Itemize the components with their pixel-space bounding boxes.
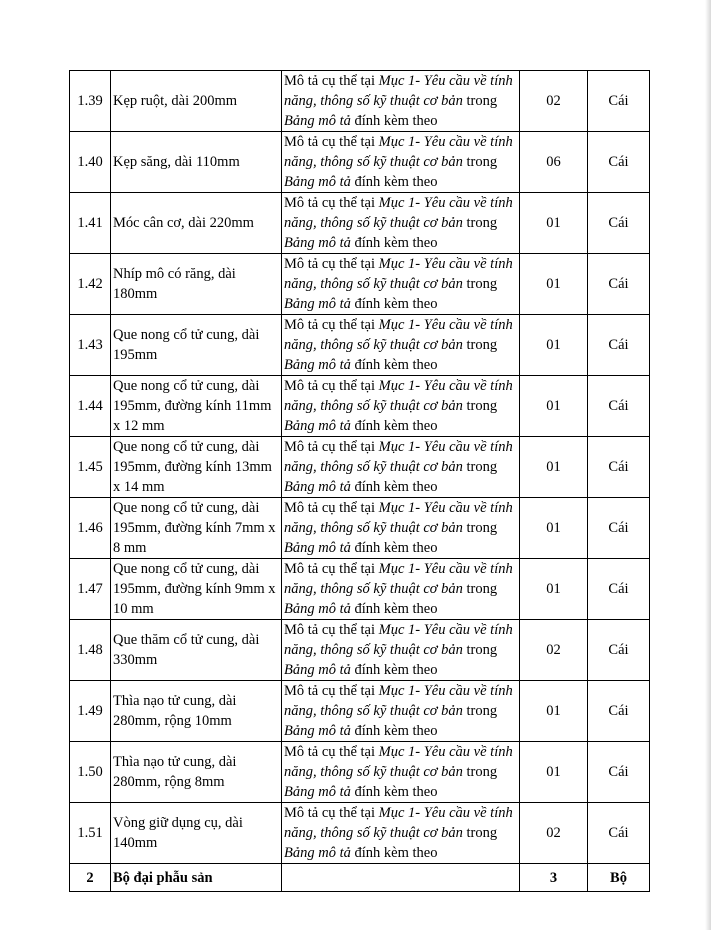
item-unit: Cái: [588, 559, 650, 620]
item-description: [282, 376, 520, 437]
item-name: Que nong cổ tử cung, dài 195mm, đường kính 11mm x 12 mm: [111, 376, 282, 437]
item-unit: Cái: [588, 803, 650, 864]
item-number: 1.46: [70, 498, 111, 559]
desc-part-1: Mô tả cụ thể tại: [284, 73, 379, 89]
item-name: Que nong cổ tử cung, dài 195mm, đường kính 7mm x 8 mm: [111, 498, 282, 559]
desc-part-4: Bảng mô tả: [284, 540, 351, 556]
desc-part-5: đính kèm theo: [350, 174, 438, 190]
item-number: 1.49: [70, 681, 111, 742]
item-number: 1.42: [70, 254, 111, 315]
desc-part-2: Mục 1- Yêu cầu về tính năng, thông số kỹ thuật cơ bản: [284, 378, 513, 414]
desc-part-5: đính kèm theo: [350, 540, 438, 556]
table-row: [70, 71, 650, 132]
desc-part-3: trong: [462, 581, 498, 597]
desc-part-1: Mô tả cụ thể tại: [284, 622, 379, 638]
item-description: [282, 742, 520, 803]
desc-part-5: đính kèm theo: [350, 662, 438, 678]
item-quantity: 01: [520, 681, 588, 742]
item-name: Kẹp ruột, dài 200mm: [111, 71, 282, 132]
desc-part-2: Mục 1- Yêu cầu về tính năng, thông số kỹ thuật cơ bản: [284, 73, 513, 109]
desc-part-5: đính kèm theo: [350, 235, 438, 251]
table-row: [70, 559, 650, 620]
item-description: [282, 315, 520, 376]
item-name: Vòng giữ dụng cụ, dài 140mm: [111, 803, 282, 864]
item-description: [282, 620, 520, 681]
item-unit: Cái: [588, 254, 650, 315]
desc-part-1: Mô tả cụ thể tại: [284, 134, 379, 150]
group-quantity: 3: [520, 864, 588, 892]
desc-part-2: Mục 1- Yêu cầu về tính năng, thông số kỹ thuật cơ bản: [284, 195, 513, 231]
table-body: [70, 71, 650, 892]
desc-part-4: Bảng mô tả: [284, 113, 351, 129]
item-description: [282, 559, 520, 620]
item-number: 1.45: [70, 437, 111, 498]
item-unit: Cái: [588, 71, 650, 132]
item-unit: Cái: [588, 742, 650, 803]
item-number: 1.43: [70, 315, 111, 376]
item-quantity: 01: [520, 742, 588, 803]
item-name: Que nong cổ tử cung, dài 195mm, đường kính 13mm x 14 mm: [111, 437, 282, 498]
desc-part-1: Mô tả cụ thể tại: [284, 256, 379, 272]
desc-part-1: Mô tả cụ thể tại: [284, 378, 379, 394]
table-row: [70, 742, 650, 803]
desc-part-5: đính kèm theo: [350, 296, 438, 312]
page-edge-shadow: [705, 0, 711, 930]
item-description: [282, 132, 520, 193]
item-description: [282, 498, 520, 559]
item-quantity: 02: [520, 71, 588, 132]
desc-part-1: Mô tả cụ thể tại: [284, 439, 379, 455]
desc-part-3: trong: [462, 337, 498, 353]
item-number: 1.40: [70, 132, 111, 193]
table-row: [70, 254, 650, 315]
desc-part-1: Mô tả cụ thể tại: [284, 317, 379, 333]
desc-part-2: Mục 1- Yêu cầu về tính năng, thông số kỹ thuật cơ bản: [284, 805, 513, 841]
item-quantity: 01: [520, 437, 588, 498]
table-row: [70, 498, 650, 559]
item-quantity: 01: [520, 193, 588, 254]
desc-part-2: Mục 1- Yêu cầu về tính năng, thông số kỹ thuật cơ bản: [284, 256, 513, 292]
desc-part-5: đính kèm theo: [350, 723, 438, 739]
desc-part-3: trong: [462, 642, 498, 658]
desc-part-4: Bảng mô tả: [284, 662, 351, 678]
item-number: 1.48: [70, 620, 111, 681]
desc-part-4: Bảng mô tả: [284, 784, 351, 800]
desc-part-2: Mục 1- Yêu cầu về tính năng, thông số kỹ thuật cơ bản: [284, 561, 513, 597]
desc-part-5: đính kèm theo: [350, 784, 438, 800]
desc-part-4: Bảng mô tả: [284, 845, 351, 861]
item-unit: Cái: [588, 437, 650, 498]
desc-part-2: Mục 1- Yêu cầu về tính năng, thông số kỹ thuật cơ bản: [284, 500, 513, 536]
item-number: 1.41: [70, 193, 111, 254]
item-unit: Cái: [588, 681, 650, 742]
item-number: 1.50: [70, 742, 111, 803]
item-name: Que nong cổ tử cung, dài 195mm, đường kính 9mm x 10 mm: [111, 559, 282, 620]
item-quantity: 01: [520, 315, 588, 376]
item-quantity: 01: [520, 376, 588, 437]
desc-part-1: Mô tả cụ thể tại: [284, 744, 379, 760]
item-description: [282, 437, 520, 498]
item-unit: Cái: [588, 193, 650, 254]
desc-part-3: trong: [462, 93, 498, 109]
desc-part-5: đính kèm theo: [350, 845, 438, 861]
item-quantity: 02: [520, 620, 588, 681]
item-name: Que nong cổ tử cung, dài 195mm: [111, 315, 282, 376]
item-description: [282, 681, 520, 742]
desc-part-3: trong: [462, 459, 498, 475]
desc-part-3: trong: [462, 825, 498, 841]
group-name: Bộ đại phẫu sản: [111, 864, 282, 892]
equipment-spec-table: [69, 70, 650, 892]
desc-part-1: Mô tả cụ thể tại: [284, 805, 379, 821]
desc-part-2: Mục 1- Yêu cầu về tính năng, thông số kỹ thuật cơ bản: [284, 744, 513, 780]
desc-part-1: Mô tả cụ thể tại: [284, 195, 379, 211]
item-name: Thìa nạo tử cung, dài 280mm, rộng 8mm: [111, 742, 282, 803]
table-row: [70, 132, 650, 193]
item-number: 1.47: [70, 559, 111, 620]
item-number: 1.51: [70, 803, 111, 864]
table-row: [70, 376, 650, 437]
item-quantity: 06: [520, 132, 588, 193]
item-quantity: 02: [520, 803, 588, 864]
desc-part-3: trong: [462, 764, 498, 780]
desc-part-4: Bảng mô tả: [284, 479, 351, 495]
desc-part-5: đính kèm theo: [350, 479, 438, 495]
desc-part-4: Bảng mô tả: [284, 601, 351, 617]
item-unit: Cái: [588, 132, 650, 193]
desc-part-1: Mô tả cụ thể tại: [284, 500, 379, 516]
desc-part-3: trong: [462, 520, 498, 536]
desc-part-2: Mục 1- Yêu cầu về tính năng, thông số kỹ thuật cơ bản: [284, 622, 513, 658]
desc-part-2: Mục 1- Yêu cầu về tính năng, thông số kỹ thuật cơ bản: [284, 134, 513, 170]
desc-part-2: Mục 1- Yêu cầu về tính năng, thông số kỹ thuật cơ bản: [284, 439, 513, 475]
item-description: [282, 71, 520, 132]
item-description: [282, 193, 520, 254]
item-name: Móc cân cơ, dài 220mm: [111, 193, 282, 254]
item-description: [282, 803, 520, 864]
group-row: [70, 864, 650, 892]
desc-part-1: Mô tả cụ thể tại: [284, 561, 379, 577]
item-quantity: 01: [520, 559, 588, 620]
desc-part-5: đính kèm theo: [350, 418, 438, 434]
item-name: Thìa nạo tử cung, dài 280mm, rộng 10mm: [111, 681, 282, 742]
table-row: [70, 803, 650, 864]
item-unit: Cái: [588, 376, 650, 437]
group-number: 2: [70, 864, 111, 892]
item-name: Nhíp mô có răng, dài 180mm: [111, 254, 282, 315]
desc-part-5: đính kèm theo: [350, 601, 438, 617]
desc-part-3: trong: [462, 398, 498, 414]
item-name: Que thăm cổ tử cung, dài 330mm: [111, 620, 282, 681]
desc-part-3: trong: [462, 154, 498, 170]
table-row: [70, 437, 650, 498]
item-number: 1.39: [70, 71, 111, 132]
item-unit: Cái: [588, 620, 650, 681]
desc-part-4: Bảng mô tả: [284, 723, 351, 739]
desc-part-2: Mục 1- Yêu cầu về tính năng, thông số kỹ thuật cơ bản: [284, 683, 513, 719]
desc-part-2: Mục 1- Yêu cầu về tính năng, thông số kỹ thuật cơ bản: [284, 317, 513, 353]
table-row: [70, 315, 650, 376]
table-row: [70, 681, 650, 742]
item-unit: Cái: [588, 498, 650, 559]
item-quantity: 01: [520, 498, 588, 559]
item-unit: Cái: [588, 315, 650, 376]
desc-part-4: Bảng mô tả: [284, 174, 351, 190]
desc-part-4: Bảng mô tả: [284, 357, 351, 373]
item-quantity: 01: [520, 254, 588, 315]
item-description: [282, 254, 520, 315]
desc-part-3: trong: [462, 215, 498, 231]
desc-part-5: đính kèm theo: [350, 113, 438, 129]
group-description: [282, 864, 520, 892]
table-row: [70, 620, 650, 681]
desc-part-3: trong: [462, 703, 498, 719]
desc-part-1: Mô tả cụ thể tại: [284, 683, 379, 699]
desc-part-5: đính kèm theo: [350, 357, 438, 373]
desc-part-3: trong: [462, 276, 498, 292]
table-row: [70, 193, 650, 254]
group-unit: Bộ: [588, 864, 650, 892]
desc-part-4: Bảng mô tả: [284, 296, 351, 312]
item-number: 1.44: [70, 376, 111, 437]
item-name: Kẹp săng, dài 110mm: [111, 132, 282, 193]
desc-part-4: Bảng mô tả: [284, 235, 351, 251]
desc-part-4: Bảng mô tả: [284, 418, 351, 434]
